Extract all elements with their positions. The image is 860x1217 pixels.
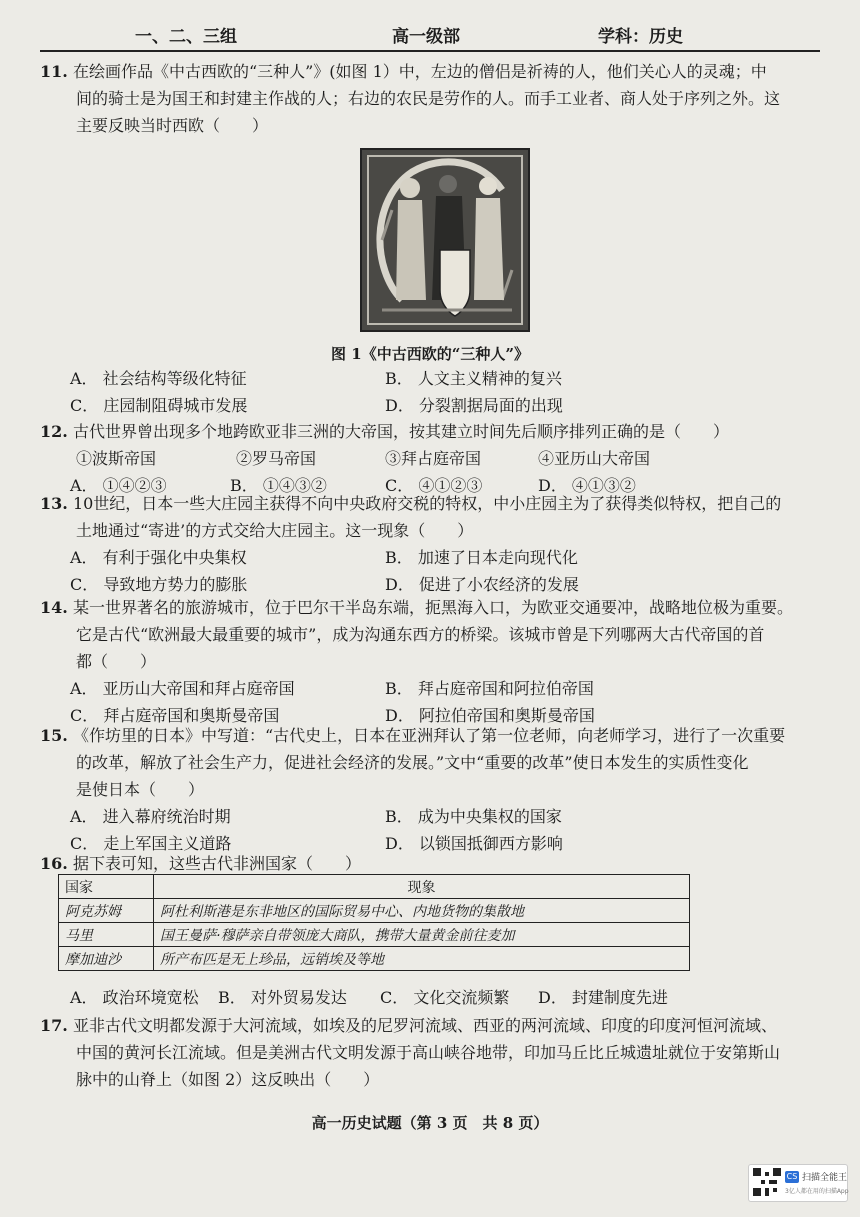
question-text: 间的骑士是为国王和封建主作战的人；右边的农民是劳作的人。而手工业者、商人处于序列之外。这 (76, 89, 781, 108)
question-11 (40, 58, 830, 139)
option-d[interactable]: D． 阿拉伯帝国和奥斯曼帝国 (385, 706, 595, 725)
option-a[interactable]: A． ①④②③ (70, 476, 167, 495)
list-item: ④亚历山大帝国 (538, 449, 651, 468)
figure-1-caption: 图 1《中古西欧的“三种人”》 (331, 345, 529, 363)
option-b[interactable]: B． 人文主义精神的复兴 (385, 369, 562, 388)
question-number: 15. (40, 726, 68, 745)
question-number: 13. (40, 494, 68, 513)
list-item: ③拜占庭帝国 (385, 449, 482, 468)
question-text: 都（ ） (76, 652, 157, 671)
question-text: 脉中的山脊上（如图 2）这反映出（ ） (76, 1070, 380, 1089)
page-footer: 高一历史试题（第 3 页 共 8 页） (311, 1114, 549, 1132)
question-14 (40, 594, 830, 729)
option-a[interactable]: A． 亚历山大帝国和拜占庭帝国 (70, 679, 295, 698)
table-row (59, 899, 690, 923)
table-cell: 国王曼萨·穆萨亲自带领庞大商队，携带大量黄金前往麦加 (154, 923, 690, 947)
question-text: 的改革，解放了社会生产力，促进社会经济的发展。”文中“重要的改革”使日本发生的实质性变化 (76, 753, 749, 772)
table-cell: 所产布匹是无上珍品，远销埃及等地 (154, 947, 690, 971)
header-group: 一、二、三组 (135, 27, 237, 47)
question-12 (40, 418, 830, 499)
page-header (40, 14, 820, 52)
table-row (59, 947, 690, 971)
table-row (59, 923, 690, 947)
question-text: 亚非古代文明都发源于大河流域，如埃及的尼罗河流域、西亚的两河流域、印度的印度河恒河流域、 (72, 1016, 777, 1035)
header-subject: 学科：历史 (598, 27, 683, 47)
option-a[interactable]: A． 社会结构等级化特征 (70, 369, 247, 388)
question-text: 古代世界曾出现多个地跨欧亚非三洲的大帝国，按其建立时间先后顺序排列正确的是（ ） (72, 422, 729, 441)
question-number: 17. (40, 1016, 68, 1035)
table-cell: 马里 (59, 923, 154, 947)
table-cell: 阿克苏姆 (59, 899, 154, 923)
question-text: 它是古代“欧洲最大最重要的城市”，成为沟通东西方的桥梁。该城市曾是下列哪两大古代帝国的首 (76, 625, 765, 644)
question-16 (40, 850, 830, 877)
question-11-options (40, 365, 830, 419)
question-number: 12. (40, 422, 68, 441)
header-grade: 高一级部 (392, 27, 460, 47)
option-d[interactable]: D． 分裂割据局面的出现 (385, 396, 563, 415)
option-d[interactable]: D． ④①③② (538, 476, 636, 495)
question-15 (40, 722, 830, 857)
watermark-tagline: 3亿人都在用的扫描App (785, 1188, 849, 1195)
option-a[interactable]: A． 有利于强化中央集权 (70, 548, 247, 567)
qr-code-icon (753, 1168, 781, 1196)
option-d[interactable]: D． 以锁国抵御西方影响 (385, 834, 563, 853)
option-c[interactable]: C． 走上军国主义道路 (70, 834, 232, 853)
question-text: 10世纪，日本一些大庄园主获得不向中央政府交税的特权，中小庄园主为了获得类似特权，把自己的 (72, 494, 782, 513)
question-text: 在绘画作品《中古西欧的“三种人”》(如图 1）中，左边的僧侣是祈祷的人，他们关心人的灵魂；中 (72, 62, 767, 81)
option-c[interactable]: C． 文化交流频繁 (380, 988, 510, 1007)
option-a[interactable]: A． 政治环境宽松 (70, 988, 199, 1007)
camscanner-logo-icon: CS (786, 1172, 798, 1181)
option-b[interactable]: B． ①④③② (230, 476, 327, 495)
table-cell: 摩加迪沙 (59, 947, 154, 971)
question-text: 某一世界著名的旅游城市，位于巴尔干半岛东端，扼黑海入口，为欧亚交通要冲，战略地位极为重要。 (72, 598, 793, 617)
question-number: 16. (40, 854, 68, 873)
table-cell: 阿杜利斯港是东非地区的国际贸易中心、内地货物的集散地 (154, 899, 690, 923)
question-text: 《作坊里的日本》中写道：“古代史上，日本在亚洲拜认了第一位老师，向老师学习，进行了一次重要 (72, 726, 786, 745)
list-item: ①波斯帝国 (76, 449, 157, 468)
option-a[interactable]: A． 进入幕府统治时期 (70, 807, 231, 826)
table-header: 国家 (59, 875, 154, 899)
option-c[interactable]: C． ④①②③ (385, 476, 483, 495)
question-16-options (40, 984, 830, 1011)
three-estates-painting (360, 148, 530, 332)
question-number: 14. (40, 598, 68, 617)
question-17 (40, 1012, 830, 1093)
scanner-watermark (748, 1164, 848, 1202)
list-item: ②罗马帝国 (236, 449, 317, 468)
option-d[interactable]: D． 封建制度先进 (538, 988, 668, 1007)
question-text: 据下表可知，这些古代非洲国家（ ） (72, 854, 361, 873)
option-d[interactable]: D． 促进了小农经济的发展 (385, 575, 579, 594)
option-c[interactable]: C． 庄园制阻碍城市发展 (70, 396, 248, 415)
option-b[interactable]: B． 拜占庭帝国和阿拉伯帝国 (385, 679, 594, 698)
african-states-table (58, 874, 690, 971)
option-c[interactable]: C． 导致地方势力的膨胀 (70, 575, 248, 594)
option-c[interactable]: C． 拜占庭帝国和奥斯曼帝国 (70, 706, 280, 725)
question-13 (40, 490, 830, 598)
option-b[interactable]: B． 成为中央集权的国家 (385, 807, 562, 826)
watermark-name: 扫描全能王 (802, 1173, 848, 1183)
question-text: 是使日本（ ） (76, 780, 205, 799)
medieval-illustration-image (362, 150, 528, 330)
table-header-row (59, 875, 690, 899)
table-header: 现象 (154, 875, 690, 899)
option-b[interactable]: B． 对外贸易发达 (218, 988, 347, 1007)
question-text: 土地通过“寄进’的方式交给大庄园主。这一现象（ ） (76, 521, 474, 540)
question-number: 11. (40, 62, 68, 81)
question-text: 中国的黄河长江流域。但是美洲古代文明发源于高山峡谷地带，印加马丘比丘城遗址就位于安第斯山 (76, 1043, 781, 1062)
question-text: 主要反映当时西欧（ ） (76, 116, 269, 135)
option-b[interactable]: B． 加速了日本走向现代化 (385, 548, 578, 567)
